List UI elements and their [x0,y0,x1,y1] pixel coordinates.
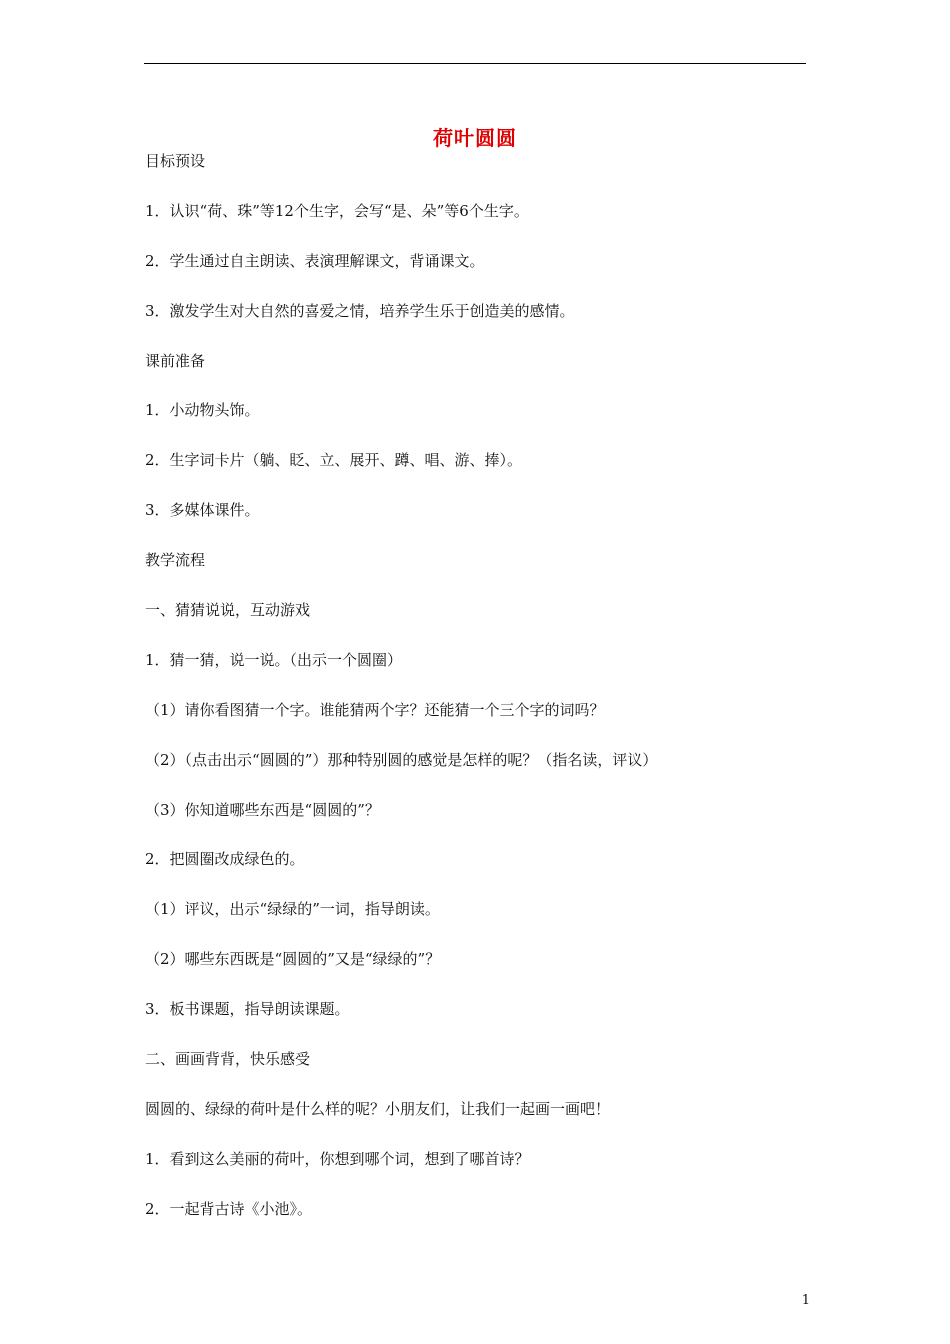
goal-item-3: 3．激发学生对大自然的喜爱之情，培养学生乐于创造美的感情。 [145,301,575,320]
preparation-item-2: 2．生字词卡片（躺、眨、立、展开、蹲、唱、游、捧）。 [145,451,523,470]
flow-step: 1．看到这么美丽的荷叶，你想到哪个词，想到了哪首诗？ [145,1149,530,1168]
preparation-item-3: 3．多媒体课件。 [145,501,260,520]
flow-part-1-heading: 一、猜猜说说，互动游戏 [145,601,311,620]
flow-step: 2．把圆圈改成绿色的。 [145,850,305,869]
flow-step: 2．一起背古诗《小池》。 [145,1199,313,1218]
flow-substep: （3）你知道哪些东西是“圆圆的”？ [145,800,380,819]
flow-substep: （2）哪些东西既是“圆圆的”又是“绿绿的”？ [145,950,441,969]
header-rule [144,63,806,64]
flow-paragraph: 圆圆的、绿绿的荷叶是什么样的呢？小朋友们，让我们一起画一画吧！ [145,1099,611,1118]
flow-step: 3．板书课题，指导朗读课题。 [145,1000,350,1019]
flow-substep: （1）评议，出示“绿绿的”一词，指导朗读。 [145,900,440,919]
flow-step: 1．猜一猜，说一说。（出示一个圆圈） [145,650,403,669]
section-heading-flow: 教学流程 [145,551,206,570]
goal-item-1: 1．认识“荷、珠”等12个生字，会写“是、朵”等6个生字。 [145,201,529,220]
flow-part-2-heading: 二、画画背背，快乐感受 [145,1050,311,1069]
goal-item-2: 2．学生通过自主朗读、表演理解课文，背诵课文。 [145,251,485,270]
preparation-item-1: 1．小动物头饰。 [145,401,260,420]
document-body [145,151,807,1249]
flow-substep: （1）请你看图猜一个字。谁能猜两个字？还能猜一个三个字的词吗？ [145,700,605,719]
section-heading-preparation: 课前准备 [145,351,206,370]
document-title: 荷叶圆圆 [433,126,517,150]
flow-substep: （2）（点击出示“圆圆的”）那种特别圆的感觉是怎样的呢？（指名读，评议） [145,750,658,769]
section-heading-goals: 目标预设 [145,152,206,170]
page-number: 1 [801,1293,810,1308]
